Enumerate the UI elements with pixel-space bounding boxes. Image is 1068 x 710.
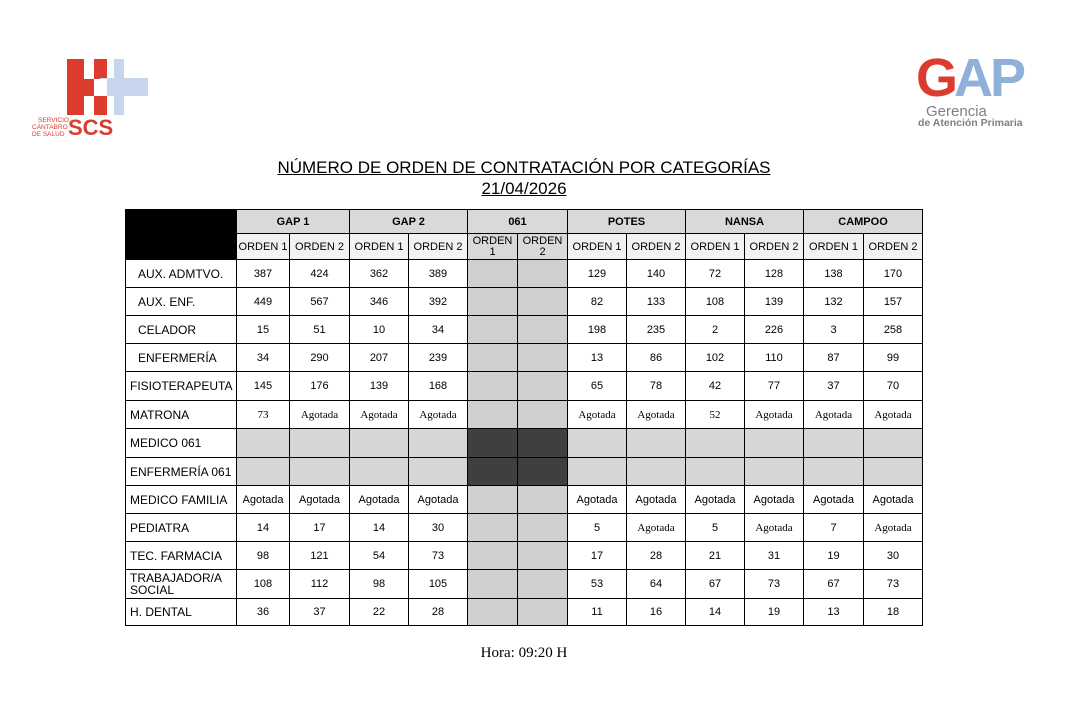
- page-date: 21/04/2026: [481, 179, 567, 198]
- contracting-order-table: [125, 209, 923, 626]
- table-row: [126, 514, 923, 542]
- value-cell: Agotada: [350, 401, 409, 429]
- sub-header-row: [126, 234, 923, 260]
- value-cell: 387: [237, 260, 290, 288]
- value-cell: 424: [290, 260, 350, 288]
- value-cell: 72: [686, 260, 745, 288]
- value-cell: 82: [568, 288, 627, 316]
- sub-header-061: ORDEN 2: [518, 234, 568, 260]
- col061-cell: [518, 570, 568, 599]
- group-header: NANSA: [686, 210, 804, 234]
- value-cell: 207: [350, 344, 409, 372]
- value-cell: Agotada: [686, 486, 745, 514]
- value-cell: Agotada: [864, 401, 923, 429]
- col061-cell: [518, 372, 568, 401]
- value-cell: 28: [627, 542, 686, 570]
- value-cell: 121: [290, 542, 350, 570]
- col061-cell: [468, 372, 518, 401]
- svg-text:A: A: [954, 48, 989, 108]
- col061-cell: [468, 260, 518, 288]
- value-cell: 17: [290, 514, 350, 542]
- value-cell: 73: [864, 570, 923, 599]
- value-cell: 22: [350, 599, 409, 626]
- value-cell: 362: [350, 260, 409, 288]
- value-cell: 64: [627, 570, 686, 599]
- sub-header: ORDEN 1: [686, 234, 745, 260]
- value-cell: 226: [745, 316, 804, 344]
- value-cell: [568, 429, 627, 458]
- value-cell: Agotada: [745, 514, 804, 542]
- value-cell: [409, 458, 468, 486]
- col061-cell: [518, 316, 568, 344]
- category-cell: TEC. FARMACIA: [126, 542, 237, 570]
- value-cell: Agotada: [568, 486, 627, 514]
- value-cell: Agotada: [290, 401, 350, 429]
- value-cell: 31: [745, 542, 804, 570]
- col061-cell: [518, 486, 568, 514]
- value-cell: 52: [686, 401, 745, 429]
- value-cell: [350, 429, 409, 458]
- value-cell: Agotada: [804, 486, 864, 514]
- svg-text:P: P: [990, 48, 1023, 108]
- value-cell: 14: [237, 514, 290, 542]
- table-row: [126, 401, 923, 429]
- value-cell: 108: [686, 288, 745, 316]
- group-header-row: [126, 210, 923, 234]
- category-cell: CELADOR: [126, 316, 237, 344]
- value-cell: Agotada: [864, 486, 923, 514]
- value-cell: 567: [290, 288, 350, 316]
- value-cell: Agotada: [804, 401, 864, 429]
- value-cell: 86: [627, 344, 686, 372]
- value-cell: 157: [864, 288, 923, 316]
- group-header: GAP 2: [350, 210, 468, 234]
- value-cell: 133: [627, 288, 686, 316]
- table-row: [126, 372, 923, 401]
- value-cell: 198: [568, 316, 627, 344]
- table-row: [126, 486, 923, 514]
- value-cell: 73: [745, 570, 804, 599]
- value-cell: 30: [864, 542, 923, 570]
- col061-cell: [468, 288, 518, 316]
- value-cell: 99: [864, 344, 923, 372]
- sub-header: ORDEN 2: [745, 234, 804, 260]
- group-header: POTES: [568, 210, 686, 234]
- value-cell: 42: [686, 372, 745, 401]
- value-cell: [686, 458, 745, 486]
- scs-logo: [22, 56, 152, 140]
- header-corner-lower: [126, 234, 237, 260]
- value-cell: Agotada: [745, 401, 804, 429]
- group-header: 061: [468, 210, 568, 234]
- time-label: Hora: 09:20 H: [480, 645, 568, 661]
- col061-cell: [518, 514, 568, 542]
- value-cell: Agotada: [568, 401, 627, 429]
- category-cell: ENFERMERÍA: [126, 344, 237, 372]
- value-cell: 19: [745, 599, 804, 626]
- gap-logo-line1: Gerencia: [926, 103, 987, 120]
- category-cell: MEDICO 061: [126, 429, 237, 458]
- table-row: [126, 260, 923, 288]
- value-cell: 108: [237, 570, 290, 599]
- sub-header: ORDEN 2: [409, 234, 468, 260]
- category-cell: TRABAJADOR/A SOCIAL: [126, 570, 237, 599]
- sub-header: ORDEN 1: [804, 234, 864, 260]
- value-cell: 78: [627, 372, 686, 401]
- table-row: [126, 458, 923, 486]
- gap-logo: [914, 46, 1038, 132]
- value-cell: 14: [350, 514, 409, 542]
- value-cell: 36: [237, 599, 290, 626]
- value-cell: [237, 429, 290, 458]
- scs-logo-initials: SCS: [68, 115, 114, 140]
- value-cell: [864, 458, 923, 486]
- value-cell: [237, 458, 290, 486]
- value-cell: 67: [686, 570, 745, 599]
- value-cell: 19: [804, 542, 864, 570]
- col061-cell: [468, 514, 518, 542]
- col061-cell: [468, 429, 518, 458]
- value-cell: 18: [864, 599, 923, 626]
- value-cell: 87: [804, 344, 864, 372]
- value-cell: [627, 458, 686, 486]
- page-title: NÚMERO DE ORDEN DE CONTRATACIÓN POR CATEGORÍAS: [277, 158, 771, 177]
- value-cell: 53: [568, 570, 627, 599]
- category-cell: FISIOTERAPEUTA: [126, 372, 237, 401]
- value-cell: Agotada: [409, 486, 468, 514]
- value-cell: 15: [237, 316, 290, 344]
- sub-header: ORDEN 2: [290, 234, 350, 260]
- value-cell: [568, 458, 627, 486]
- value-cell: [864, 429, 923, 458]
- value-cell: 13: [568, 344, 627, 372]
- col061-cell: [518, 260, 568, 288]
- value-cell: 30: [409, 514, 468, 542]
- value-cell: [686, 429, 745, 458]
- value-cell: 110: [745, 344, 804, 372]
- value-cell: 5: [568, 514, 627, 542]
- table-row: [126, 316, 923, 344]
- category-cell: PEDIATRA: [126, 514, 237, 542]
- category-cell: MATRONA: [126, 401, 237, 429]
- value-cell: 28: [409, 599, 468, 626]
- value-cell: 145: [237, 372, 290, 401]
- value-cell: 77: [745, 372, 804, 401]
- col061-cell: [468, 542, 518, 570]
- value-cell: 176: [290, 372, 350, 401]
- value-cell: 139: [350, 372, 409, 401]
- value-cell: 102: [686, 344, 745, 372]
- value-cell: 37: [290, 599, 350, 626]
- value-cell: 346: [350, 288, 409, 316]
- table-row: [126, 599, 923, 626]
- value-cell: 392: [409, 288, 468, 316]
- value-cell: 7: [804, 514, 864, 542]
- table-row: [126, 288, 923, 316]
- col061-cell: [518, 344, 568, 372]
- value-cell: 389: [409, 260, 468, 288]
- value-cell: [627, 429, 686, 458]
- value-cell: 17: [568, 542, 627, 570]
- value-cell: 34: [409, 316, 468, 344]
- value-cell: [804, 458, 864, 486]
- svg-text:G: G: [916, 48, 955, 108]
- value-cell: 128: [745, 260, 804, 288]
- value-cell: Agotada: [237, 486, 290, 514]
- category-cell: H. DENTAL: [126, 599, 237, 626]
- category-cell: AUX. ADMTVO.: [126, 260, 237, 288]
- sub-header-061: ORDEN 1: [468, 234, 518, 260]
- value-cell: 70: [864, 372, 923, 401]
- col061-cell: [518, 429, 568, 458]
- value-cell: Agotada: [627, 486, 686, 514]
- col061-cell: [518, 401, 568, 429]
- value-cell: Agotada: [290, 486, 350, 514]
- value-cell: 105: [409, 570, 468, 599]
- value-cell: 67: [804, 570, 864, 599]
- value-cell: 3: [804, 316, 864, 344]
- value-cell: [290, 429, 350, 458]
- value-cell: [409, 429, 468, 458]
- header-corner: [126, 210, 237, 234]
- value-cell: 54: [350, 542, 409, 570]
- value-cell: Agotada: [745, 486, 804, 514]
- value-cell: 138: [804, 260, 864, 288]
- value-cell: Agotada: [350, 486, 409, 514]
- value-cell: 37: [804, 372, 864, 401]
- value-cell: 140: [627, 260, 686, 288]
- value-cell: 132: [804, 288, 864, 316]
- category-cell: MEDICO FAMILIA: [126, 486, 237, 514]
- gap-logo-line2: de Atención Primaria: [918, 117, 1023, 129]
- col061-cell: [468, 316, 518, 344]
- value-cell: 21: [686, 542, 745, 570]
- value-cell: [350, 458, 409, 486]
- scs-logo-text-2: CÁNTABRO: [32, 124, 68, 131]
- col061-cell: [518, 599, 568, 626]
- value-cell: [804, 429, 864, 458]
- value-cell: 98: [350, 570, 409, 599]
- value-cell: 290: [290, 344, 350, 372]
- value-cell: Agotada: [627, 514, 686, 542]
- table-row: [126, 344, 923, 372]
- value-cell: 73: [409, 542, 468, 570]
- value-cell: 13: [804, 599, 864, 626]
- value-cell: 5: [686, 514, 745, 542]
- value-cell: 10: [350, 316, 409, 344]
- table-row: [126, 429, 923, 458]
- sub-header: ORDEN 2: [627, 234, 686, 260]
- value-cell: Agotada: [864, 514, 923, 542]
- sub-header: ORDEN 2: [864, 234, 923, 260]
- sub-header: ORDEN 1: [350, 234, 409, 260]
- value-cell: 449: [237, 288, 290, 316]
- value-cell: 73: [237, 401, 290, 429]
- col061-cell: [518, 288, 568, 316]
- value-cell: 239: [409, 344, 468, 372]
- value-cell: [745, 458, 804, 486]
- value-cell: 235: [627, 316, 686, 344]
- value-cell: [290, 458, 350, 486]
- value-cell: 98: [237, 542, 290, 570]
- value-cell: [745, 429, 804, 458]
- table-row: [126, 570, 923, 599]
- col061-cell: [468, 458, 518, 486]
- sub-header: ORDEN 1: [568, 234, 627, 260]
- category-cell: AUX. ENF.: [126, 288, 237, 316]
- col061-cell: [468, 599, 518, 626]
- group-header: CAMPOO: [804, 210, 923, 234]
- sub-header: ORDEN 1: [237, 234, 290, 260]
- value-cell: 16: [627, 599, 686, 626]
- value-cell: 34: [237, 344, 290, 372]
- col061-cell: [468, 401, 518, 429]
- value-cell: 258: [864, 316, 923, 344]
- group-header: GAP 1: [237, 210, 350, 234]
- value-cell: 51: [290, 316, 350, 344]
- col061-cell: [518, 458, 568, 486]
- value-cell: 168: [409, 372, 468, 401]
- table-body: [126, 260, 923, 626]
- value-cell: 139: [745, 288, 804, 316]
- scs-logo-text-1: SERVICIO: [38, 117, 69, 124]
- category-cell: ENFERMERÍA 061: [126, 458, 237, 486]
- col061-cell: [468, 344, 518, 372]
- value-cell: 170: [864, 260, 923, 288]
- col061-cell: [518, 542, 568, 570]
- value-cell: 2: [686, 316, 745, 344]
- value-cell: Agotada: [409, 401, 468, 429]
- value-cell: 11: [568, 599, 627, 626]
- value-cell: 65: [568, 372, 627, 401]
- value-cell: 14: [686, 599, 745, 626]
- value-cell: 112: [290, 570, 350, 599]
- scs-logo-text-3: DE SALUD: [32, 131, 65, 138]
- value-cell: Agotada: [627, 401, 686, 429]
- table-row: [126, 542, 923, 570]
- col061-cell: [468, 570, 518, 599]
- value-cell: 129: [568, 260, 627, 288]
- col061-cell: [468, 486, 518, 514]
